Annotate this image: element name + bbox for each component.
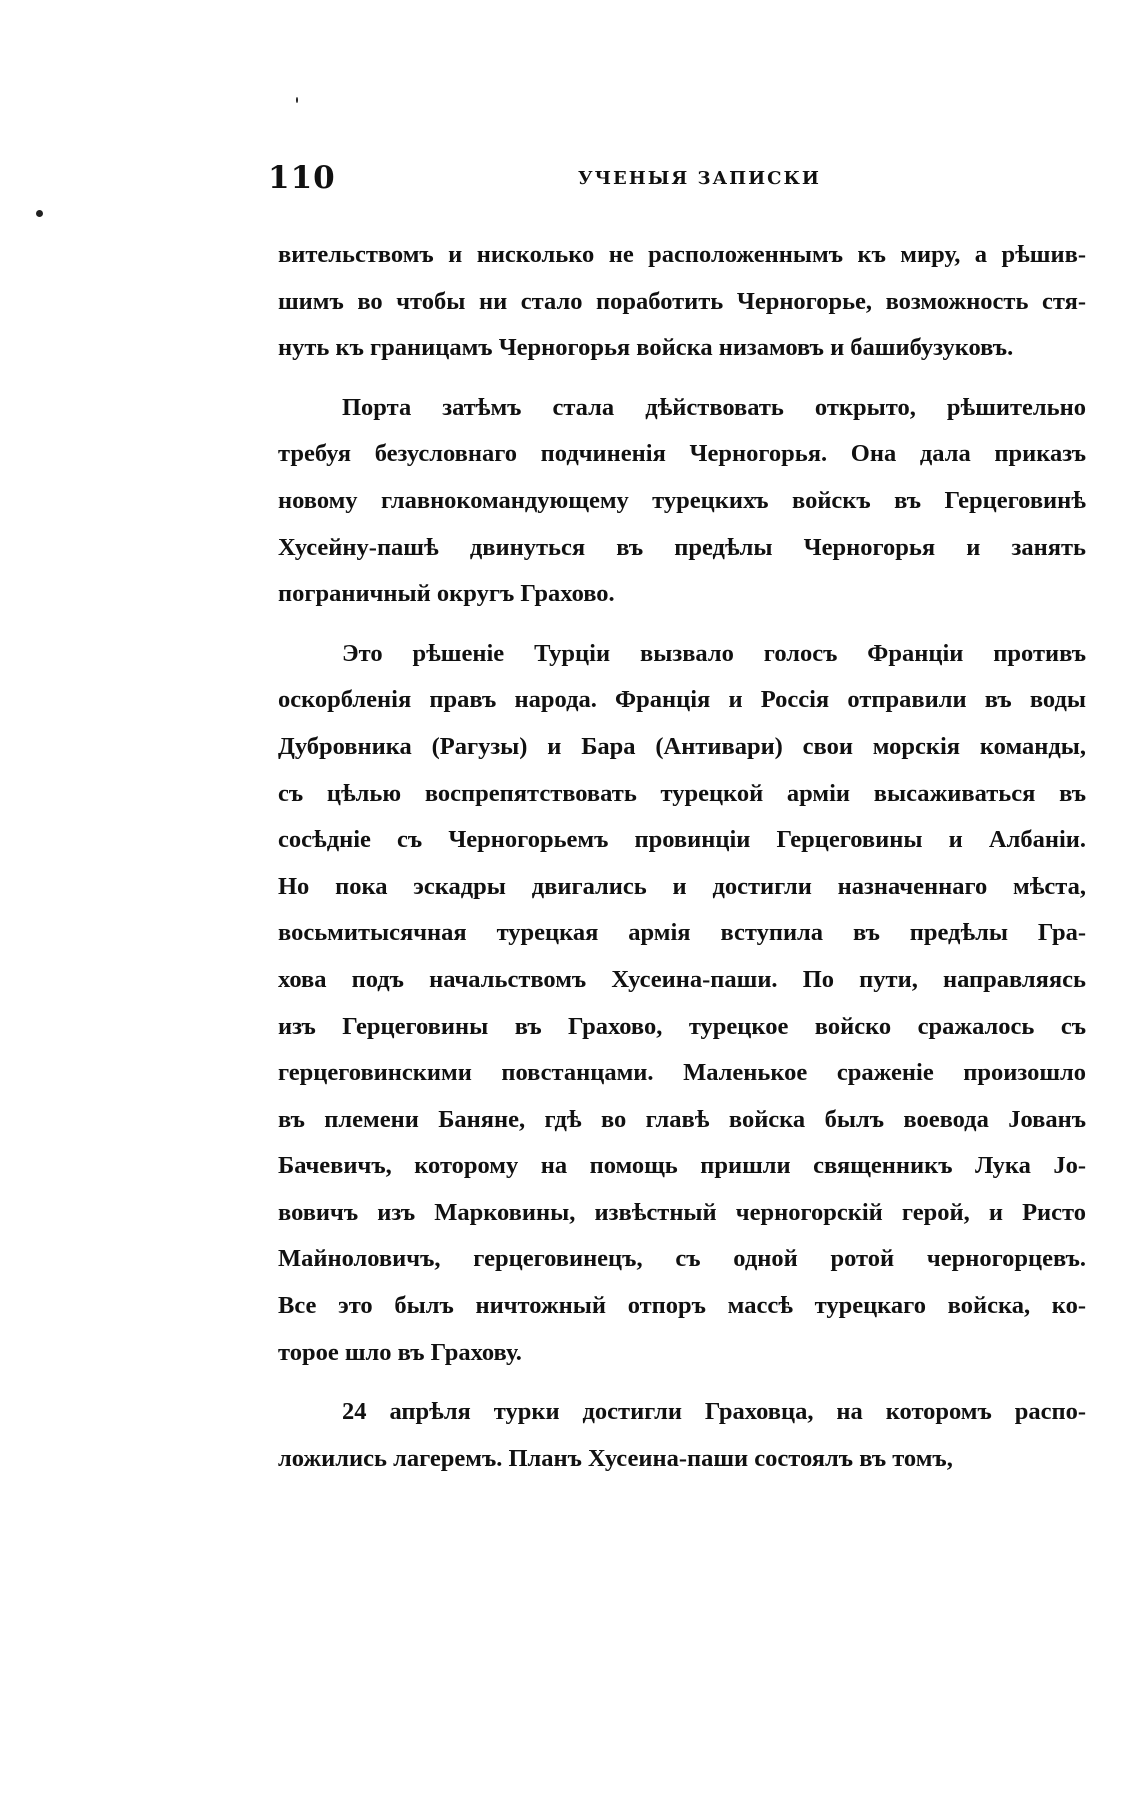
text-line: новому главнокомандующему турецкихъ войскъ въ Герцеговинѣ	[278, 486, 1086, 514]
text-line: съ цѣлью воспрепятствовать турецкой арміи высаживаться въ	[278, 779, 1086, 807]
text-line: нуть къ границамъ Черногорья войска низамовъ и башибузуковъ.	[278, 334, 1014, 362]
text-line: вительствомъ и нисколько не расположеннымъ къ миру, а рѣшив-	[278, 241, 1086, 268]
paragraph	[278, 385, 1086, 618]
paragraph	[278, 232, 1086, 372]
page-header	[268, 160, 1088, 204]
text-line: ложились лагеремъ. Планъ Хусеина-паши состоялъ въ томъ,	[278, 1444, 953, 1472]
text-line: шимъ во чтобы ни стало поработить Черногорье, возможность стя-	[278, 287, 1086, 315]
text-line: требуя безусловнаго подчиненія Черногорья. Она дала приказъ	[278, 440, 1086, 468]
text-line: въ племени Баняне, гдѣ во главѣ войска былъ воевода Јованъ	[278, 1105, 1086, 1133]
text-line: хова подъ начальствомъ Хусеина-паши. По пути, направляясь	[278, 965, 1086, 993]
scan-speck	[36, 210, 43, 217]
paragraph	[278, 631, 1086, 1377]
text-line: 24 апрѣля турки достигли Граховца, на которомъ распо-	[342, 1398, 1086, 1426]
paragraph	[278, 1389, 1086, 1482]
text-line: торое шло въ Грахову.	[278, 1338, 522, 1366]
text-line: изъ Герцеговины въ Грахово, турецкое войско сражалось съ	[278, 1012, 1086, 1040]
running-title: УЧЕНЫЯ ЗАПИСКИ	[578, 168, 821, 189]
text-line: Дубровника (Рагузы) и Бара (Антивари) свои морскія команды,	[278, 732, 1086, 760]
text-line: вовичъ изъ Марковины, извѣстный черногорскій герой, и Ристо	[278, 1198, 1086, 1226]
text-line: герцеговинскими повстанцами. Маленькое сраженіе произошло	[278, 1059, 1086, 1087]
body-text	[278, 232, 1086, 1495]
text-line: оскорбленія правъ народа. Франція и Россія отправили въ воды	[278, 686, 1086, 714]
text-line: Но пока эскадры двигались и достигли назначеннаго мѣста,	[278, 872, 1086, 900]
text-line: Порта затѣмъ стала дѣйствовать открыто, рѣшительно	[342, 393, 1086, 421]
text-line: пограничный округъ Грахово.	[278, 580, 615, 608]
text-line: Это рѣшеніе Турціи вызвало голосъ Франціи противъ	[342, 639, 1086, 667]
page-number: 110	[268, 160, 336, 196]
text-line: Майноловичъ, герцеговинецъ, съ одной ротой черногорцевъ.	[278, 1245, 1086, 1273]
scan-speck	[296, 97, 298, 103]
text-line: Бачевичъ, которому на помощь пришли священникъ Лука Јо-	[278, 1152, 1086, 1180]
text-line: восьмитысячная турецкая армія вступила въ предѣлы Гра-	[278, 919, 1086, 947]
text-line: Хусейну-пашѣ двинуться въ предѣлы Черногорья и занять	[278, 533, 1086, 561]
text-line: Все это былъ ничтожный отпоръ массѣ турецкаго войска, ко-	[278, 1292, 1086, 1320]
text-line: сосѣдніе съ Черногорьемъ провинціи Герцеговины и Албаніи.	[278, 826, 1086, 854]
